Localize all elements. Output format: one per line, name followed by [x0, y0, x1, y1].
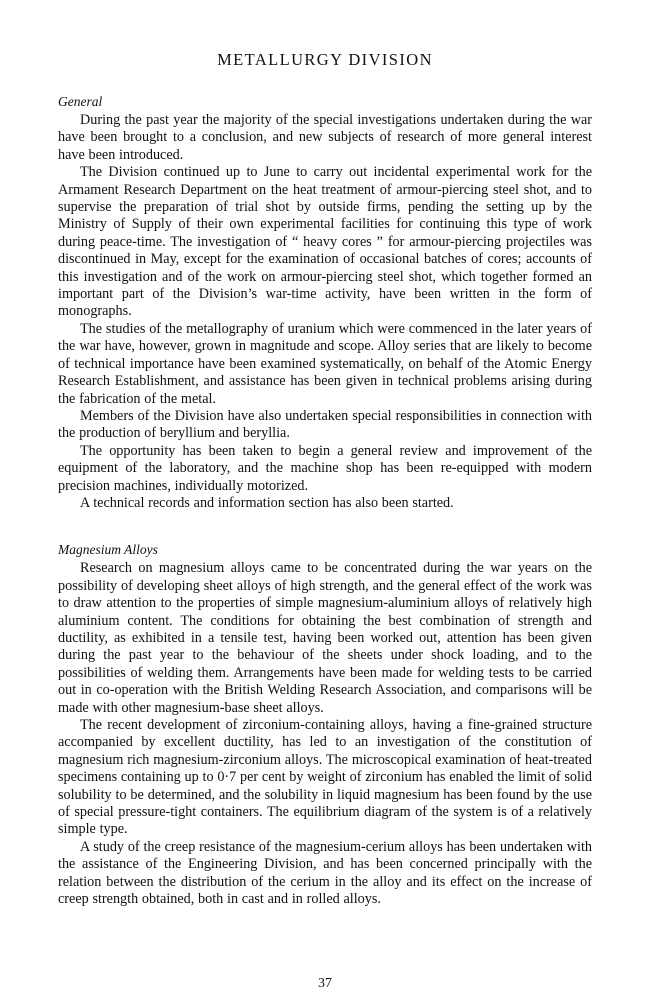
page-title: METALLURGY DIVISION [217, 50, 433, 69]
paragraph: During the past year the majority of the special investigations undertaken during the war have been brought to a conclusion, and new subjects of research of more general interest have been introduced. [58, 112, 592, 163]
page-number: 37 [318, 976, 332, 991]
paragraph: Members of the Division have also undertaken special responsibilities in connection with the production of beryllium and beryllia. [58, 407, 592, 442]
paragraph: The Division continued up to June to carry out incidental experimental work for the Armament Research Department on the heat treatment of armour-piercing steel shot, and to supervise the preparation of trial shot by outside firms, pending the setting up by the Ministry of Supply of their own experimental facilities for continuing this type of work during peace-time. The investigation of “ heavy cores ” for armour-piercing projectiles was discontinued in May, except for the examination of occasional batches of cores; accounts of this investigation and of the work on armour-piercing steel shot, which together formed an important part of the Division’s war-time activity, have been written in the form of monographs. [58, 164, 592, 320]
section-heading-general: General [58, 94, 103, 109]
paragraph: Research on magnesium alloys came to be concentrated during the war years on the possibility of developing sheet alloys of high strength, and the general effect of the work was to draw attention to the properties of simple magnesium-aluminium alloys of relatively high aluminium content. The conditions for obtaining the best combination of strength and ductility, as exhibited in a tensile test, having been worked out, attention has been given during the past year to the behaviour of the sheets under shock loading, and to the possibilities of welding them. Arrangements have been made for welding tests to be carried out in co-operation with the British Welding Research Association, and comparisons will be made with other magnesium-base sheet alloys. [58, 560, 592, 716]
paragraph: A technical records and information section has also been started. [80, 494, 454, 511]
paragraph: The recent development of zirconium-containing alloys, having a fine-grained structure accompanied by excellent ductility, has led to an investigation of the constitution of magnesium rich magnesium-zirconium alloys. The microscopical examination of heat-treated specimens containing up to 0·7 per cent by weight of zirconium has enabled the limit of solid solubility to be determined, and the solubility in liquid magnesium has been found by the use of special pressure-tight containers. The equilibrium diagram of the system is of a relatively simple type. [58, 717, 592, 838]
paragraph: The studies of the metallography of uranium which were commenced in the later years of the war have, however, grown in magnitude and scope. Alloy series that are likely to become of technical importance have been examined systematically, on behalf of the Atomic Energy Research Establishment, and assistance has been given in technical problems arising during the fabrication of the metal. [58, 320, 592, 407]
section-general [58, 94, 592, 512]
paragraph: A study of the creep resistance of the magnesium-cerium alloys has been undertaken with the assistance of the Engineering Division, and has been concerned principally with the relation between the distribution of the cerium in the alloy and its effect on the increase of creep strength obtained, both in cast and in rolled alloys. [58, 838, 592, 908]
paragraph: The opportunity has been taken to begin a general review and improvement of the equipment of the laboratory, and the machine shop has been re-equipped with modern precision machines, individually motorized. [58, 442, 592, 494]
section-heading-magnesium-alloys: Magnesium Alloys [58, 542, 158, 558]
section-magnesium-alloys [58, 542, 592, 908]
